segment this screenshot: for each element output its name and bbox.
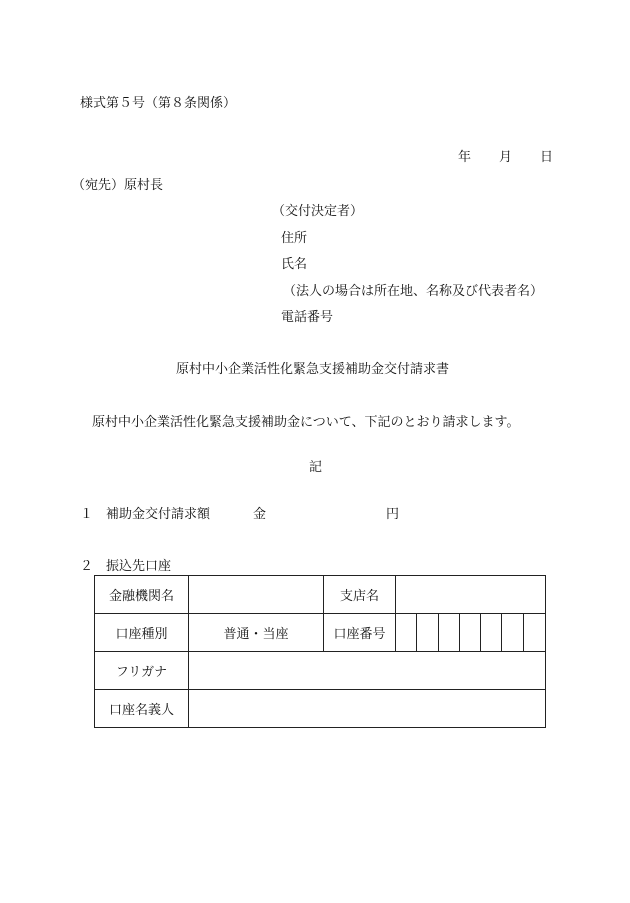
form-number: 様式第５号（第８条関係） [80, 96, 237, 111]
table-row [95, 576, 546, 614]
account-digit-cell[interactable] [524, 614, 546, 652]
item2-label: 振込先口座 [106, 559, 172, 574]
holder-label: 口座名義人 [95, 690, 189, 728]
institution-label: 金融機関名 [95, 576, 189, 614]
account-digit-cell[interactable] [439, 614, 460, 652]
bank-account-table [94, 575, 546, 728]
item1-yen: 円 [386, 507, 400, 522]
date-year: 年 [458, 150, 472, 165]
addressee: （宛先）原村長 [72, 178, 164, 193]
document-title: 原村中小企業活性化緊急支援補助金交付請求書 [176, 362, 450, 377]
date-day: 日 [540, 150, 554, 165]
date-month: 月 [499, 150, 513, 165]
table-row [95, 690, 546, 728]
item1-label: 補助金交付請求額 [106, 507, 211, 522]
account-digit-cell[interactable] [502, 614, 524, 652]
account-type-value[interactable]: 普通・当座 [189, 614, 324, 652]
ki-heading: 記 [309, 460, 323, 475]
table-row [95, 652, 546, 690]
applicant-phone-label: 電話番号 [281, 310, 334, 325]
item2-number: ２ [80, 559, 94, 574]
branch-field[interactable] [396, 576, 546, 614]
furigana-field[interactable] [189, 652, 546, 690]
account-digit-cell[interactable] [481, 614, 502, 652]
applicant-heading: （交付決定者） [272, 204, 364, 219]
body-text: 原村中小企業活性化緊急支援補助金について、下記のとおり請求します。 [92, 415, 520, 430]
applicant-corporate-note: （法人の場合は所在地、名称及び代表者名） [283, 284, 544, 299]
item1-kin: 金 [253, 507, 267, 522]
account-type-label: 口座種別 [95, 614, 189, 652]
applicant-name-label: 氏名 [281, 257, 308, 272]
item1-number: １ [80, 507, 94, 522]
branch-label: 支店名 [324, 576, 396, 614]
account-number-label: 口座番号 [324, 614, 396, 652]
holder-field[interactable] [189, 690, 546, 728]
account-digit-cell[interactable] [396, 614, 417, 652]
account-digit-cell[interactable] [460, 614, 481, 652]
applicant-address-label: 住所 [281, 231, 308, 246]
account-digit-cell[interactable] [417, 614, 439, 652]
institution-field[interactable] [189, 576, 324, 614]
table-row [95, 614, 546, 652]
furigana-label: フリガナ [95, 652, 189, 690]
